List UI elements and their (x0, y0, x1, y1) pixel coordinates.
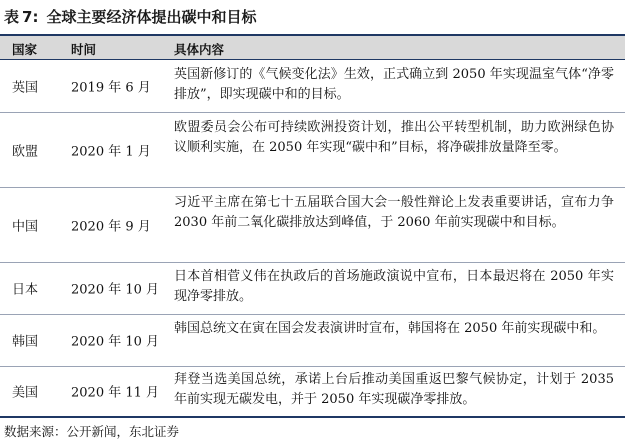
row-country: 日本 (12, 282, 39, 298)
table-label: 表 (4, 8, 20, 26)
row-country: 美国 (12, 385, 39, 401)
row-country: 韩国 (12, 334, 39, 350)
header-time: 时间 (71, 42, 97, 57)
row-divider (0, 112, 625, 113)
row-country: 英国 (12, 80, 39, 96)
row-divider (0, 366, 625, 367)
row-content: 日本首相菅义伟在执政后的首场施政演说中宣布，日本最迟将在 2050 年实现净零排放。 (174, 269, 614, 304)
row-content: 习近平主席在第七十五届联合国大会一般性辩论上发表重要讲话，宣布力争 2030 年前二氧化碳排放达到峰值，于 2060 年前实现碳中和目标。 (174, 195, 614, 230)
row-time: 2020 年 1 月 (71, 144, 151, 160)
header-country: 国家 (12, 42, 38, 57)
row-time: 2020 年 9 月 (71, 219, 151, 235)
row-content: 欧盟委员会公布可持续欧洲投资计划，推出公平转型机制，助力欧洲绿色协议顺利实施，在 2050 年实现“碳中和”目标，将净碳排放量降至零。 (174, 120, 614, 155)
row-country: 中国 (12, 219, 39, 235)
row-content: 韩国总统文在寅在国会发表演讲时宣布，韩国将在 2050 年前实现碳中和。 (174, 321, 606, 336)
row-content: 英国新修订的《气候变化法》生效，正式确立到 2050 年实现温室气体“净零排放”，即实现碳中和的目标。 (174, 67, 614, 102)
data-source-note: 数据来源：公开新闻，东北证券 (4, 424, 180, 439)
row-divider (0, 187, 625, 188)
row-time: 2020 年 10 月 (71, 334, 160, 350)
row-time: 2020 年 11 月 (71, 385, 160, 401)
table-title-text: 全球主要经济体提出碳中和目标 (46, 8, 257, 26)
row-time: 2020 年 10 月 (71, 282, 160, 298)
table-number: 7: (22, 8, 39, 26)
table-bottom-rule (0, 416, 625, 418)
table-title (4, 6, 256, 27)
header-bottom-rule (0, 59, 625, 60)
row-divider (0, 314, 625, 315)
row-country: 欧盟 (12, 144, 39, 160)
row-divider (0, 262, 625, 263)
row-content: 拜登当选美国总统，承诺上台后推动美国重返巴黎气候协定，计划于 2035 年前实现无碳发电，并于 2050 年实现碳净零排放。 (174, 372, 614, 407)
header-content: 具体内容 (174, 42, 225, 57)
row-time: 2019 年 6 月 (71, 80, 151, 96)
table-header-row (0, 36, 625, 59)
